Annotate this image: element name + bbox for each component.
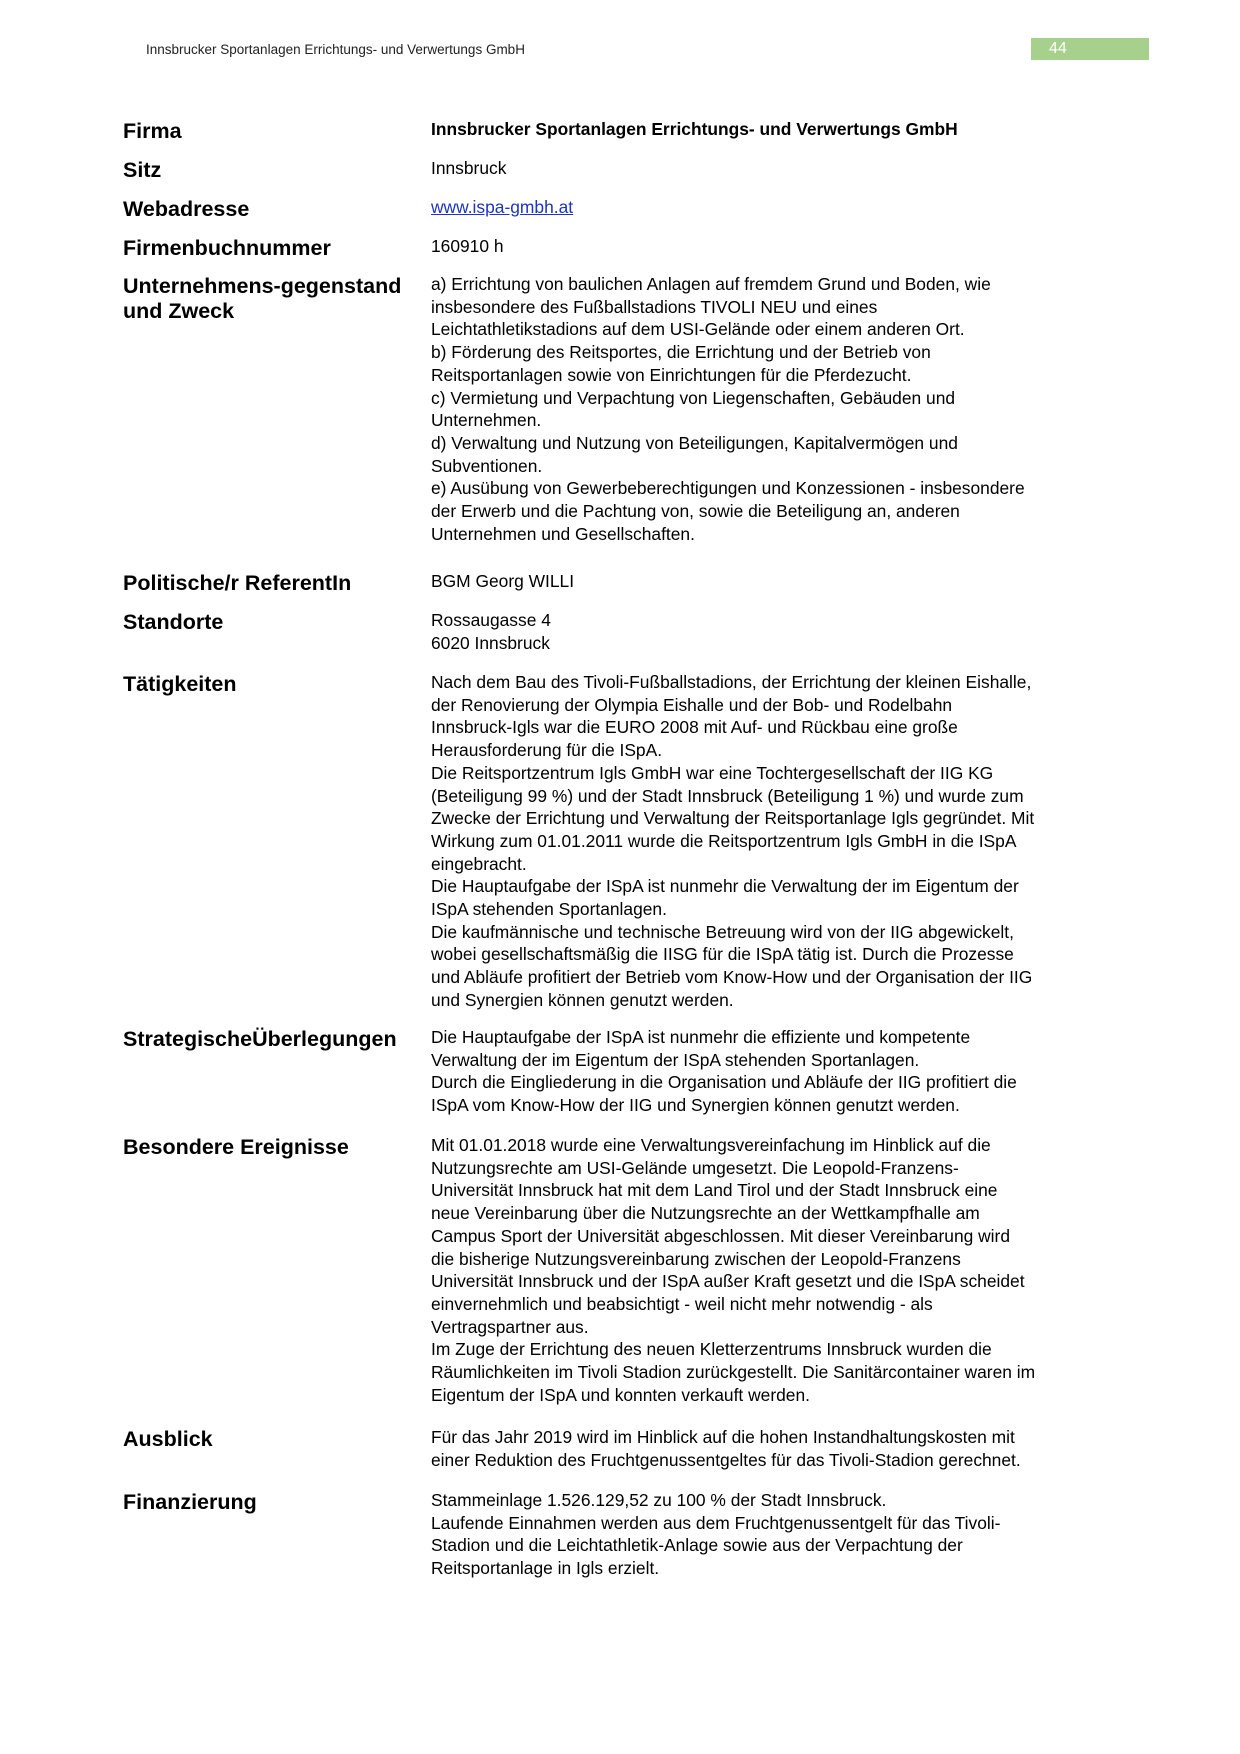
label-firmenbuchnummer: Firmenbuchnummer (123, 236, 331, 260)
text-line: Zwecke der Errichtung und Verwaltung der Reitsportanlage Igls gegründet. Mit (431, 808, 1035, 829)
value-sitz (431, 157, 1133, 196)
text-line: Stadion und die Leichtathletik-Anlage sowie aus der Verpachtung der (431, 1535, 963, 1556)
text-line: Innsbrucker Sportanlagen Errichtungs- und Verwertungs GmbH (431, 119, 958, 139)
text-line: e) Ausübung von Gewerbeberechtigungen und Konzessionen - insbesondere (431, 478, 1025, 499)
label-sitz: Sitz (123, 158, 162, 182)
text-line: Leichtathletikstadions auf dem USI-Gelände oder einem anderen Ort. (431, 319, 965, 340)
text-line: b) Förderung des Reitsportes, die Errichtung und der Betrieb von (431, 342, 931, 363)
text-line: 160910 h (431, 236, 504, 256)
text-line: einer Reduktion des Fruchtgenussentgeltes für das Tivoli-Stadion gerechnet. (431, 1449, 1021, 1470)
value-referent (431, 570, 1133, 609)
text-line: ISpA vom Know-How der IIG und Synergien können genutzt werden. (431, 1095, 960, 1116)
text-line: Innsbruck (431, 158, 507, 178)
value-finanzierung (431, 1489, 1133, 1589)
label-webadresse: Webadresse (123, 197, 250, 221)
text-line: Die Hauptaufgabe der ISpA ist nunmehr die Verwaltung der im Eigentum der (431, 876, 1019, 897)
row-firmenbuchnummer (123, 235, 1133, 273)
text-line: die bisherige Nutzungsvereinbarung zwischen der Leopold-Franzens (431, 1248, 961, 1269)
text-line: gegenstand und Zweck (123, 274, 402, 323)
text-line: Reitsportanlagen sowie von Einrichtungen für die Pferdezucht. (431, 364, 912, 385)
value-ausblick (431, 1426, 1133, 1489)
value-taetigkeiten (431, 671, 1133, 1026)
text-line: Unternehmens- (123, 274, 281, 298)
text-line: Die kaufmännische und technische Betreuung wird von der IIG abgewickelt, (431, 921, 1014, 942)
text-line: Unternehmen. (431, 410, 542, 431)
text-line: Herausforderung für die ISpA. (431, 740, 663, 761)
label-referent: Politische/r ReferentIn (123, 571, 352, 595)
text-line: Reitsportanlage in Igls erzielt. (431, 1558, 660, 1579)
text-line: Wirkung zum 01.01.2011 wurde die Reitsportzentrum Igls GmbH in die ISpA (431, 830, 1017, 851)
header-title: Innsbrucker Sportanlagen Errichtungs- und Verwertungs GmbH (146, 42, 525, 57)
text-line: insbesondere des Fußballstadions TIVOLI NEU und eines (431, 296, 878, 317)
text-line: der Erwerb und die Pachtung von, sowie die Beteiligung an, anderen (431, 501, 960, 522)
text-line: Rossaugasse 4 (431, 610, 551, 630)
text-line: Nutzungsrechte am USI-Gelände umgesetzt. Die Leopold-Franzens- (431, 1157, 959, 1178)
text-line: einvernehmlich und beabsichtigt - weil nicht mehr notwendig - als (431, 1293, 933, 1314)
text-line: 6020 Innsbruck (431, 632, 550, 653)
company-profile-table (123, 118, 1133, 1589)
row-taetigkeiten (123, 671, 1133, 1026)
text-line: der Renovierung der Olympia Eishalle und der Bob- und Rodelbahn (431, 694, 953, 715)
text-line: Im Zuge der Errichtung des neuen Kletterzentrums Innsbruck wurden die (431, 1339, 992, 1360)
text-line: c) Vermietung und Verpachtung von Liegenschaften, Gebäuden und (431, 387, 956, 408)
text-line: Die Reitsportzentrum Igls GmbH war eine Tochtergesellschaft der IIG KG (431, 762, 994, 783)
text-line: Campus Sport der Universität abgeschlossen. Mit dieser Vereinbarung wird (431, 1225, 1011, 1246)
text-line: Stammeinlage 1.526.129,52 zu 100 % der Stadt Innsbruck. (431, 1490, 887, 1510)
row-standorte (123, 609, 1133, 671)
text-line: und Synergien können genutzt werden. (431, 989, 734, 1010)
text-line: BGM Georg WILLI (431, 571, 575, 591)
text-line: Die Hauptaufgabe der ISpA ist nunmehr die effiziente und kompetente (431, 1027, 971, 1047)
value-firmenbuchnummer (431, 235, 1133, 273)
page-number-badge: 44 (1031, 38, 1149, 60)
text-line: Mit 01.01.2018 wurde eine Verwaltungsvereinfachung im Hinblick auf die (431, 1135, 991, 1155)
text-line: neue Vereinbarung über die Nutzungsrechte an der Wettkampfhalle am (431, 1203, 980, 1224)
text-line: Universität Innsbruck und der ISpA außer Kraft gesetzt und die ISpA scheidet (431, 1271, 1025, 1292)
row-firma (123, 118, 1133, 157)
text-line: Laufende Einnahmen werden aus dem Fruchtgenussentgelt für das Tivoli- (431, 1512, 1001, 1533)
text-line: Subventionen. (431, 455, 543, 476)
label-taetigkeiten: Tätigkeiten (123, 672, 237, 696)
label-firma: Firma (123, 119, 182, 143)
text-line: ISpA stehenden Sportanlagen. (431, 899, 667, 920)
label-ereignisse: Besondere Ereignisse (123, 1135, 349, 1159)
value-standorte (431, 609, 1133, 671)
row-gegenstand (123, 273, 1133, 570)
website-link[interactable]: www.ispa-gmbh.at (431, 197, 574, 217)
text-line: d) Verwaltung und Nutzung von Beteiligungen, Kapitalvermögen und (431, 432, 958, 453)
row-ereignisse (123, 1134, 1133, 1426)
text-line: Innsbruck-Igls war die EURO 2008 mit Auf- und Rückbau eine große (431, 717, 958, 738)
label-standorte: Standorte (123, 610, 224, 634)
row-finanzierung (123, 1489, 1133, 1589)
text-line: Für das Jahr 2019 wird im Hinblick auf die hohen Instandhaltungskosten mit (431, 1427, 1015, 1447)
text-line: Universität Innsbruck hat mit dem Land Tirol und der Stadt Innsbruck eine (431, 1180, 998, 1201)
label-ausblick: Ausblick (123, 1427, 213, 1451)
row-ausblick (123, 1426, 1133, 1489)
text-line: und Abläufe profitiert der Betrieb vom Know-How und der Organisation der IIG (431, 967, 1033, 988)
text-line: Räumlichkeiten im Tivoli Stadion zurückgestellt. Die Sanitärcontainer waren im (431, 1362, 1036, 1383)
text-line: Überlegungen (252, 1027, 397, 1051)
text-line: eingebracht. (431, 853, 527, 874)
text-line: a) Errichtung von baulichen Anlagen auf fremdem Grund und Boden, wie (431, 274, 991, 294)
row-webadresse (123, 196, 1133, 235)
text-line: Nach dem Bau des Tivoli-Fußballstadions, der Errichtung der kleinen Eishalle, (431, 672, 1032, 692)
text-line: Strategische (123, 1027, 253, 1051)
value-gegenstand (431, 273, 1133, 570)
text-line: Unternehmen und Gesellschaften. (431, 523, 695, 544)
label-gegenstand (123, 273, 431, 570)
text-line: Eigentum der ISpA und konnten verkauft werden. (431, 1384, 810, 1405)
text-line: (Beteiligung 99 %) und der Stadt Innsbruck (Beteiligung 1 %) und wurde zum (431, 785, 1024, 806)
text-line: Durch die Eingliederung in die Organisation und Abläufe der IIG profitiert die (431, 1072, 1017, 1093)
label-finanzierung: Finanzierung (123, 1490, 257, 1514)
value-ereignisse (431, 1134, 1133, 1426)
value-strategie (431, 1026, 1133, 1134)
row-sitz (123, 157, 1133, 196)
label-strategie (123, 1026, 431, 1134)
text-line: wobei gesellschaftsmäßig die IISG für die ISpA tätig ist. Durch die Prozesse (431, 944, 1014, 965)
text-line: Vertragspartner aus. (431, 1316, 589, 1337)
value-firma (431, 118, 1133, 157)
text-line: Verwaltung der im Eigentum der ISpA stehenden Sportanlagen. (431, 1049, 920, 1070)
row-strategie (123, 1026, 1133, 1134)
value-webadresse (431, 196, 1133, 235)
row-referent (123, 570, 1133, 609)
